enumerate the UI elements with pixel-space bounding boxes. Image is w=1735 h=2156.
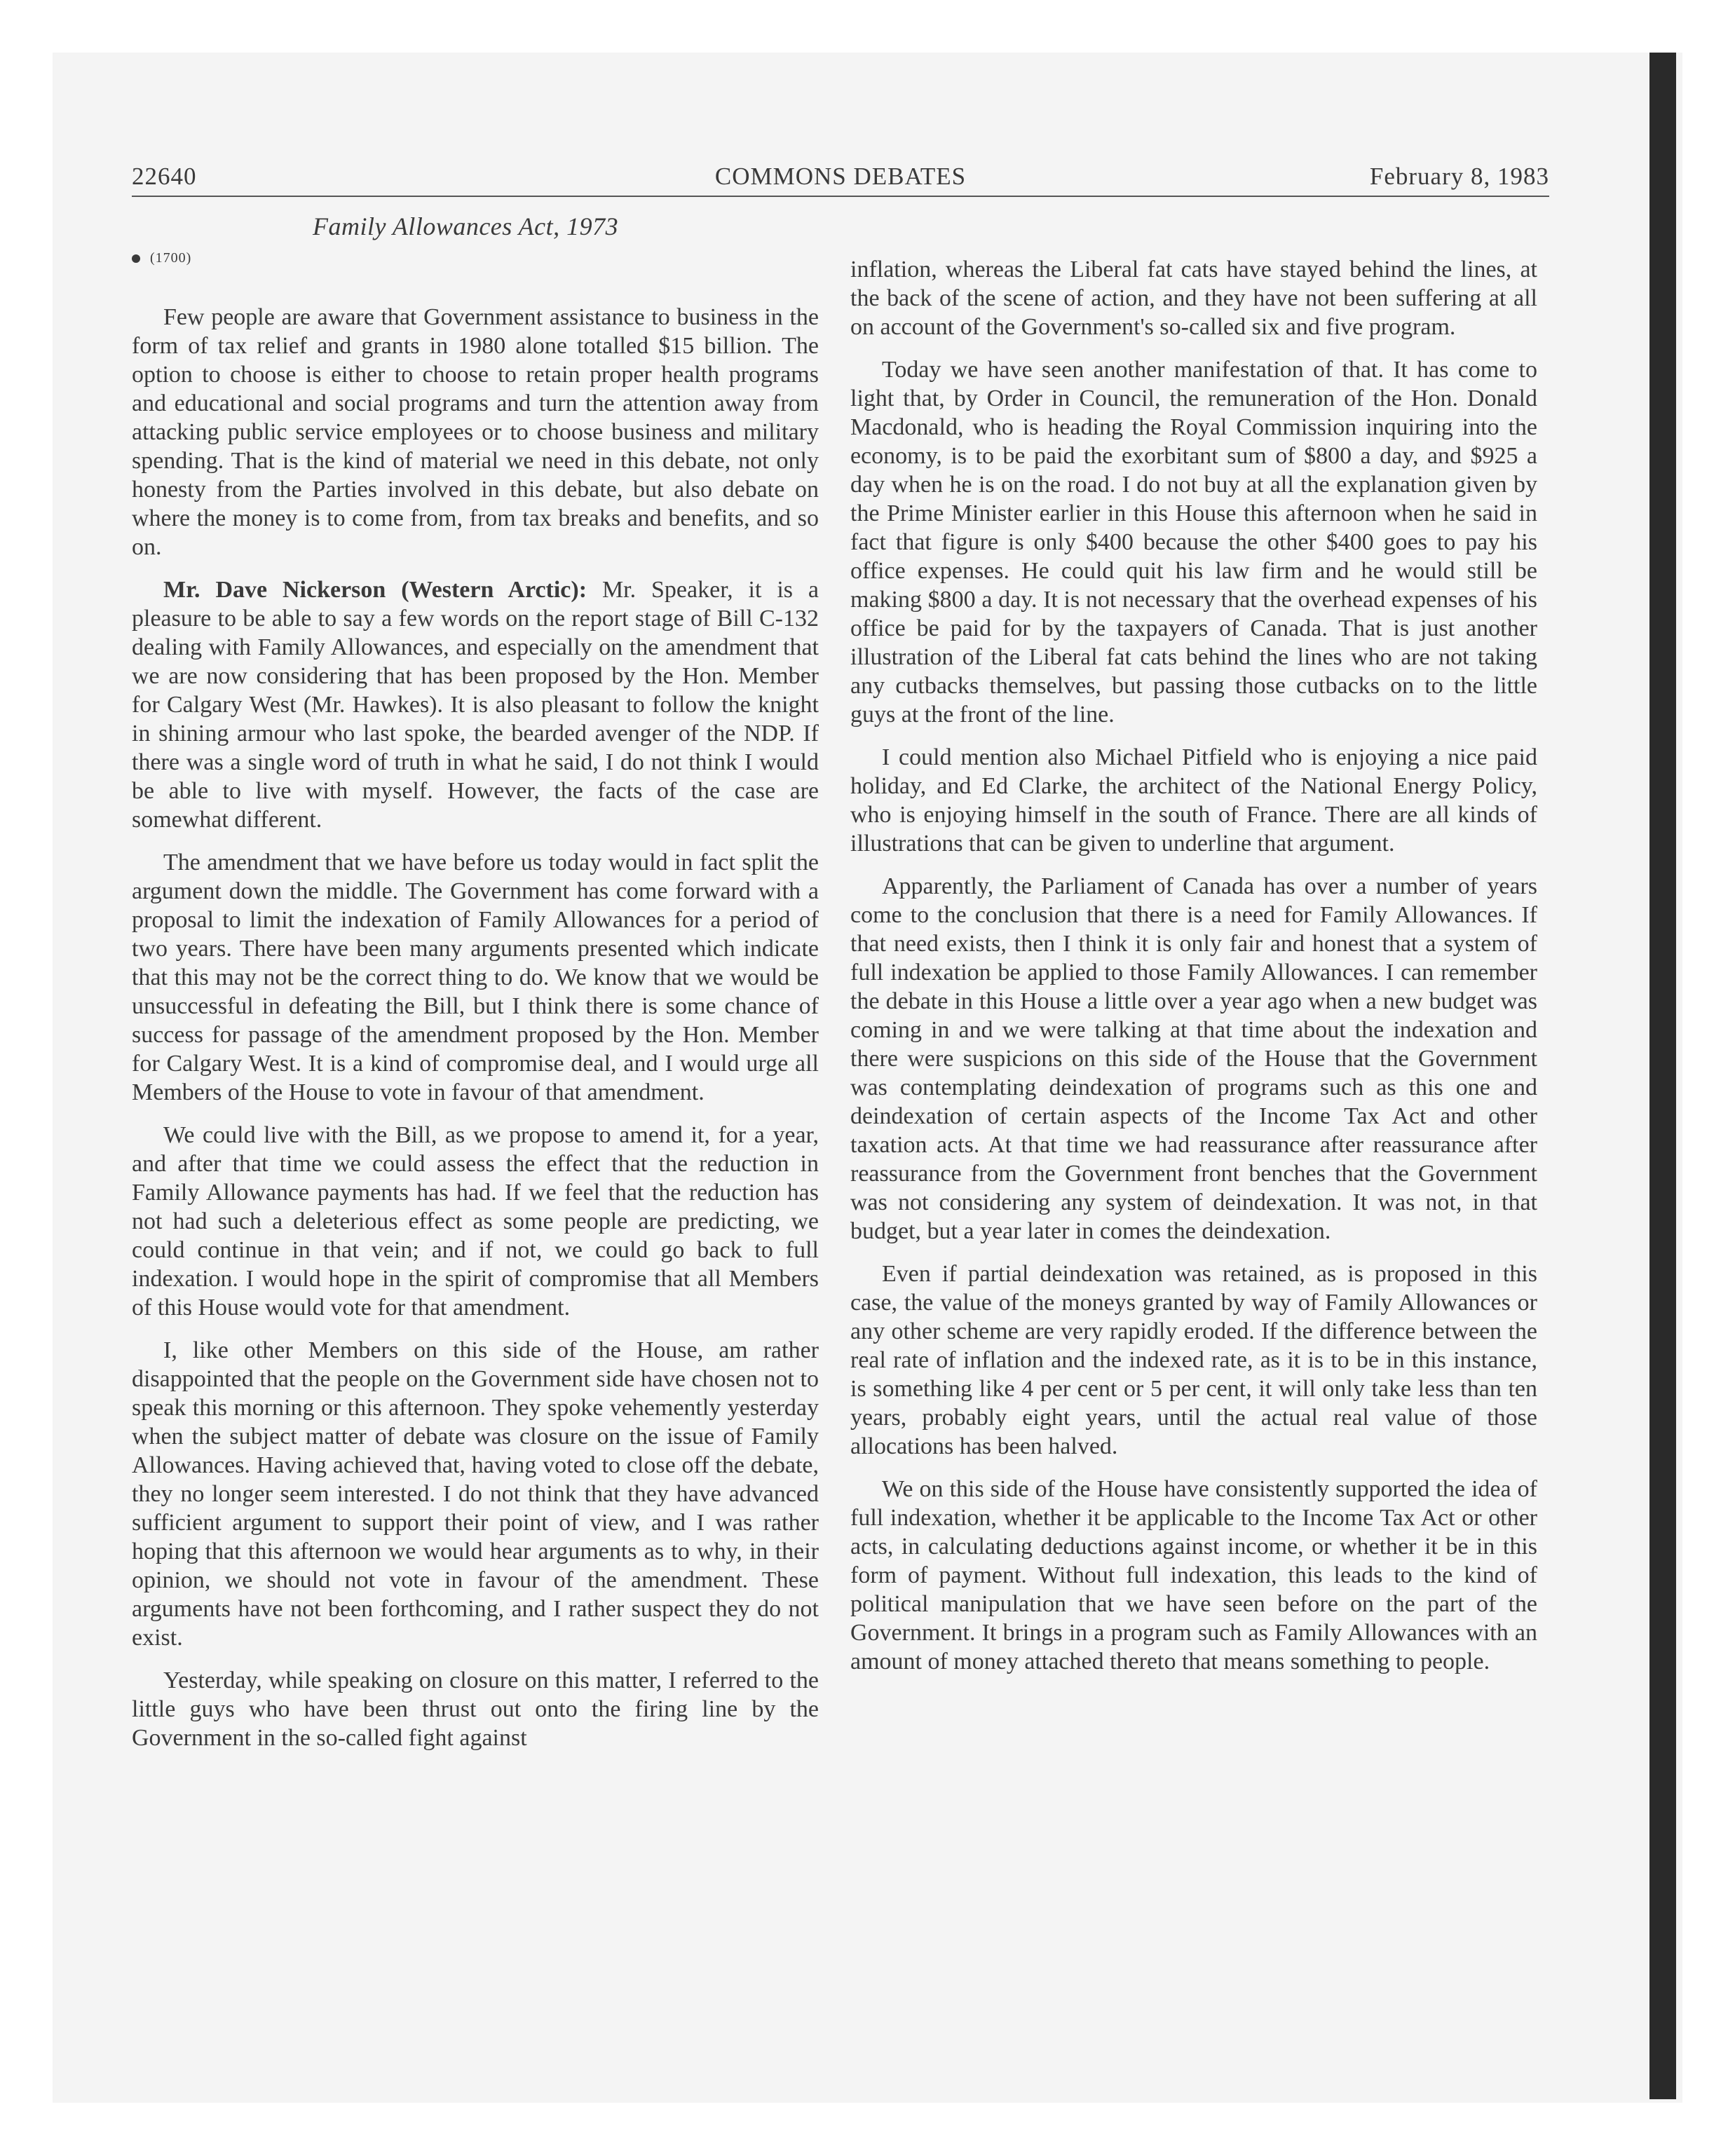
timestamp-marker <box>132 250 191 266</box>
paragraph-text: Mr. Speaker, it is a pleasure to be able to say a few words on the report stage of Bill C-132 dealing with Family Allowances, and especially on the amendment that we are now considering that has been proposed by the Hon. Member for Calgary West (Mr. Hawkes). It is also pleasant to follow the knight in shining armour who last spoke, the bearded avenger of the NDP. If there was a single word of truth in what he said, I do not think I would be able to live with myself. However, the facts of the case are somewhat different. <box>132 577 819 833</box>
left-column <box>132 303 819 1766</box>
paragraph: Apparently, the Parliament of Canada has over a number of years come to the conclusion that there is a need for Family Allowances. If that need exists, then I think it is only fair and honest that a system of full indexation be applied to those Family Allowances. I can remember the debate in this House a little over a year ago when a new budget was coming in and we were talking at that time about the indexation and there were suspicions on this side of the House that the Government was contemplating deindexation of programs such as this one and deindexation of certain aspects of the Income Tax Act and other taxation acts. At that time we had reassurance after reassurance after reassurance from the Government front benches that the Government was not considering any system of deindexation. It was not, in that budget, but a year later in comes the deindexation. <box>850 873 1537 1244</box>
speaker-name: Mr. Dave Nickerson (Western Arctic): <box>163 577 587 603</box>
paragraph: I could mention also Michael Pitfield who is enjoying a nice paid holiday, and Ed Clarke, the architect of the National Energy Policy, who is enjoying himself in the south of France. There are all kinds of illustrations that can be given to underline that argument. <box>850 744 1537 857</box>
speaker-paragraph <box>132 575 819 834</box>
section-title: Family Allowances Act, 1973 <box>313 212 619 240</box>
timestamp-text: (1700) <box>150 250 192 266</box>
paragraph: Yesterday, while speaking on closure on this matter, I referred to the little guys who have been thrust out onto the firing line by the Government in the so-called fight against <box>132 1667 819 1751</box>
publication-date: February 8, 1983 <box>1369 163 1549 190</box>
page-header <box>132 163 1549 198</box>
paragraph: The amendment that we have before us today would in fact split the argument down the middle. The Government has come forward with a proposal to limit the indexation of Family Allowances for a period of two years. There have been many arguments presented which indicate that this may not be the correct thing to do. We know that we would be unsuccessful in defeating the Bill, but I think there is some chance of success for passage of the amendment proposed by the Hon. Member for Calgary West. It is a kind of compromise deal, and I would urge all Members of the House to vote in favour of that amendment. <box>132 850 819 1105</box>
header-rule <box>132 196 1549 197</box>
paragraph: Even if partial deindexation was retained, as is proposed in this case, the value of the moneys granted by way of Family Allowances or any other scheme are very rapidly eroded. If the difference between the real rate of inflation and the indexed rate, as it is to be in this instance, is something like 4 per cent or 5 per cent, it will only take less than ten years, probably eight years, until the actual real value of those allocations has been halved. <box>850 1261 1537 1459</box>
publication-title: COMMONS DEBATES <box>714 163 967 190</box>
page-number: 22640 <box>132 163 197 190</box>
paragraph: We on this side of the House have consistently supported the idea of full indexation, whether it be applicable to the Income Tax Act or other acts, in calculating deductions against income, or whether it be in this form of payment. Without full indexation, this leads to the kind of political manipulation that we have seen before on the part of the Government. It brings in a program such as Family Allowances with an amount of money attached thereto that means something to people. <box>850 1476 1537 1674</box>
paragraph: I, like other Members on this side of the House, am rather disappointed that the people on the Government side have chosen not to speak this morning or this afternoon. They spoke vehemently yesterday when the subject matter of debate was closure on the issue of Family Allowances. Having achieved that, having voted to close off the debate, they no longer seem interested. I do not think that they have advanced sufficient argument to support their point of view, and I was rather hoping that this afternoon we would hear arguments as to why, in their opinion, we should not vote in favour of the amendment. These arguments have not been forthcoming, and I rather suspect they do not exist. <box>132 1337 819 1651</box>
bullet-icon <box>132 254 140 263</box>
paragraph: Few people are aware that Government assistance to business in the form of tax relief and grants in 1980 alone totalled $15 billion. The option to choose is either to choose to retain proper health programs and educational and social programs and turn the attention away from attacking public service employees or to choose business and military spending. That is the kind of material we need in this debate, not only honesty from the Parties involved in this debate, but also debate on where the money is to come from, from tax breaks and benefits, and so on. <box>132 304 819 560</box>
right-column <box>850 255 1537 1690</box>
paragraph: We could live with the Bill, as we propose to amend it, for a year, and after that time we could assess the effect that the reduction in Family Allowance payments has had. If we feel that the reduction has not had such a deleterious effect as some people are predicting, we could continue in that vein; and if not, we could go back to full indexation. I would hope in the spirit of compromise that all Members of this House would vote for that amendment. <box>132 1122 819 1321</box>
paragraph: Today we have seen another manifestation of that. It has come to light that, by Order in Council, the remuneration of the Hon. Donald Macdonald, who is heading the Royal Commission inquiring into the economy, is to be paid the exorbitant sum of $800 a day, and $925 a day when he is on the road. I do not buy at all the explanation given by the Prime Minister earlier in this House this afternoon when he said in fact that figure is only $400 because the other $400 goes to pay his office expenses. He could quit his law firm and he would still be making $800 a day. It is not necessary that the overhead expenses of his office be paid for by the taxpayers of Canada. That is just another illustration of the Liberal fat cats behind the lines who are not taking any cutbacks themselves, but passing those cutbacks on to the little guys at the front of the line. <box>850 357 1537 728</box>
scan-edge-bar <box>1649 53 1676 2099</box>
paragraph-continued: inflation, whereas the Liberal fat cats have stayed behind the lines, at the back of the scene of action, and they have not been suffering at all on account of the Government's so-called six and five program. <box>850 257 1537 340</box>
